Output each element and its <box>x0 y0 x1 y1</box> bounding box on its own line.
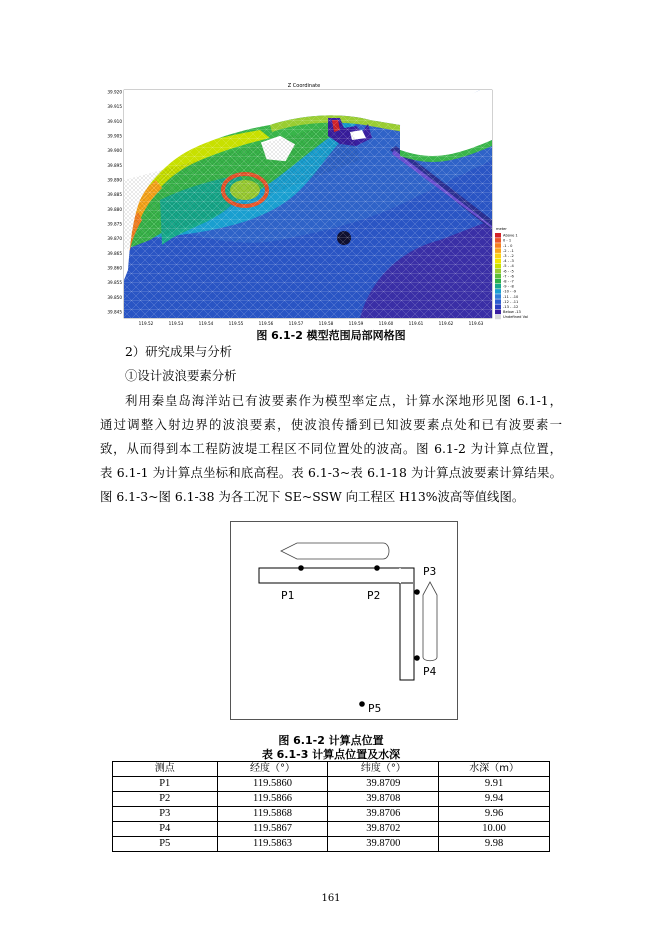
cell: 39.8706 <box>328 807 439 822</box>
legend-label: -6 - -5 <box>503 269 514 274</box>
legend-label: -1 - 0 <box>503 243 513 248</box>
legend-label: Above 1 <box>503 233 518 238</box>
x-tick-label: 119.58 <box>318 321 334 326</box>
label-p4: P4 <box>423 665 437 678</box>
y-tick-label: 39.855 <box>107 280 122 286</box>
cell: P1 <box>113 777 218 792</box>
y-tick-label: 39.910 <box>107 118 122 124</box>
table-row <box>113 807 550 822</box>
body-paragraph <box>100 389 562 509</box>
x-tick-label: 119.57 <box>288 321 304 326</box>
y-tick-label: 39.885 <box>107 192 122 198</box>
legend-swatch <box>495 299 501 304</box>
label-p5: P5 <box>368 702 382 715</box>
y-tick-label: 39.890 <box>107 177 122 183</box>
depth-field <box>124 90 492 318</box>
y-tick-label: 39.895 <box>107 162 122 168</box>
legend-swatch <box>495 233 501 238</box>
x-tick-label: 119.53 <box>168 321 184 326</box>
cell: P4 <box>113 822 218 837</box>
legend-swatch <box>495 310 501 315</box>
y-tick-label: 39.905 <box>107 133 122 139</box>
paragraph-line: 表 6.1-1 为计算点坐标和底高程。表 6.1-3~表 6.1-18 为计算点波要素计算结果。 <box>100 465 562 480</box>
x-tick-label: 119.62 <box>438 321 454 326</box>
legend-swatch <box>495 284 501 289</box>
legend-label: -11 - -10 <box>503 294 519 299</box>
point-marker-p2 <box>374 565 380 571</box>
cell: 9.94 <box>439 792 550 807</box>
legend-swatch <box>495 294 501 299</box>
x-tick-label: 119.60 <box>378 321 394 326</box>
ship-shape-horizontal <box>281 543 389 559</box>
cell: 39.8709 <box>328 777 439 792</box>
legend-swatch <box>495 248 501 253</box>
point-marker-p3 <box>414 589 420 595</box>
cell: 39.8700 <box>328 837 439 852</box>
section-subheading: ①设计波浪要素分析 <box>125 368 237 383</box>
label-p1: P1 <box>281 589 295 602</box>
legend-swatch <box>495 243 501 248</box>
legend-label: -9 - -8 <box>503 284 514 289</box>
label-p3: P3 <box>423 565 437 578</box>
paragraph-line: 致，从而得到本工程防波堤工程区不同位置处的波高。图 6.1-2 为计算点位置， <box>100 441 562 456</box>
x-tick-label: 119.55 <box>228 321 244 326</box>
legend-label: -8 - -7 <box>503 279 514 284</box>
x-tick-label: 119.56 <box>258 321 274 326</box>
legend-label: Undefined Val <box>503 315 528 320</box>
paragraph-line: 图 6.1-3~图 6.1-38 为各工况下 SE~SSW 向工程区 H13%波高等值线图。 <box>100 489 525 504</box>
legend-swatch <box>495 315 501 320</box>
points-table <box>112 761 550 852</box>
y-tick-label: 39.845 <box>107 309 122 315</box>
legend-label: -2 - -1 <box>503 248 514 253</box>
legend-swatch <box>495 269 501 274</box>
point-marker-p1 <box>298 565 304 571</box>
legend-title: meter <box>496 227 507 231</box>
cell: 119.5863 <box>217 837 328 852</box>
legend-label: -12 - -11 <box>503 299 519 304</box>
point-marker-p5 <box>359 701 365 707</box>
cell: 9.96 <box>439 807 550 822</box>
cell: 119.5866 <box>217 792 328 807</box>
table-row <box>113 822 550 837</box>
point-marker-p4 <box>414 655 420 661</box>
cell: 9.98 <box>439 837 550 852</box>
table-header-row <box>113 762 550 777</box>
y-tick-label: 39.865 <box>107 250 122 256</box>
cell: 119.5860 <box>217 777 328 792</box>
paragraph-line: 利用秦皇岛海洋站已有波要素作为模型率定点，计算水深地形见图 6.1-1， <box>125 393 562 408</box>
legend-label: -3 - -2 <box>503 254 514 258</box>
location-figure <box>230 521 458 720</box>
cell: 119.5867 <box>217 822 328 837</box>
breakwater-horizontal <box>259 568 414 583</box>
y-tick-label: 39.900 <box>107 148 122 154</box>
legend-label: 0 - 1 <box>503 238 512 243</box>
cell: 10.00 <box>439 822 550 837</box>
cell: 119.5868 <box>217 807 328 822</box>
legend-label: -5 - -4 <box>503 264 514 269</box>
mesh-plot <box>100 80 528 328</box>
y-tick-label: 39.850 <box>107 294 122 300</box>
table-row <box>113 837 550 852</box>
legend-swatch <box>495 253 501 258</box>
location-diagram <box>231 522 457 719</box>
section-heading: 2）研究成果与分析 <box>125 344 233 359</box>
col-header: 水深（m） <box>439 762 550 777</box>
legend-label: Below -13 <box>503 310 521 315</box>
legend-swatch <box>495 304 501 309</box>
legend-label: -10 - -9 <box>503 289 517 294</box>
legend-swatch <box>495 279 501 284</box>
location-figure-caption: 图 6.1-2 计算点位置 <box>278 734 384 747</box>
x-tick-label: 119.52 <box>138 321 154 326</box>
y-tick-label: 39.920 <box>107 89 122 95</box>
paragraph-line: 通过调整入射边界的波浪要素，使波浪传播到已知波要素点处和已有波要素一 <box>100 417 562 432</box>
y-tick-label: 39.860 <box>107 265 122 271</box>
legend-swatch <box>495 259 501 264</box>
x-tick-label: 119.59 <box>348 321 364 326</box>
legend-swatch <box>495 289 501 294</box>
y-tick-label: 39.870 <box>107 236 122 242</box>
label-p2: P2 <box>367 589 381 602</box>
cell: 9.91 <box>439 777 550 792</box>
x-tick-label: 119.63 <box>468 321 484 326</box>
y-tick-label: 39.875 <box>107 221 122 227</box>
cell: P5 <box>113 837 218 852</box>
col-header: 测点 <box>113 762 218 777</box>
mesh-title: Z Coordinate <box>287 83 321 89</box>
legend-label: -7 - -6 <box>503 274 514 279</box>
y-tick-label: 39.915 <box>107 104 122 110</box>
x-tick-label: 119.54 <box>198 321 214 326</box>
table-row <box>113 792 550 807</box>
ship-shape-vertical <box>423 582 437 661</box>
table-caption: 表 6.1-3 计算点位置及水深 <box>261 748 401 761</box>
y-tick-label: 39.880 <box>107 206 122 212</box>
breakwater-vertical <box>400 568 414 680</box>
mesh-figure <box>100 80 528 328</box>
cell: 39.8708 <box>328 792 439 807</box>
page-number: 161 <box>321 893 341 904</box>
mesh-figure-caption: 图 6.1-2 模型范围局部网格图 <box>256 329 406 342</box>
cell: 39.8702 <box>328 822 439 837</box>
legend-label: -13 - -12 <box>503 305 519 309</box>
legend-swatch <box>495 264 501 269</box>
cell: P3 <box>113 807 218 822</box>
col-header: 经度（°） <box>217 762 328 777</box>
legend-swatch <box>495 274 501 279</box>
table-row <box>113 777 550 792</box>
legend-swatch <box>495 238 501 243</box>
legend-label: -4 - -3 <box>503 259 514 264</box>
col-header: 纬度（°） <box>328 762 439 777</box>
x-tick-label: 119.61 <box>408 321 424 326</box>
cell: P2 <box>113 792 218 807</box>
